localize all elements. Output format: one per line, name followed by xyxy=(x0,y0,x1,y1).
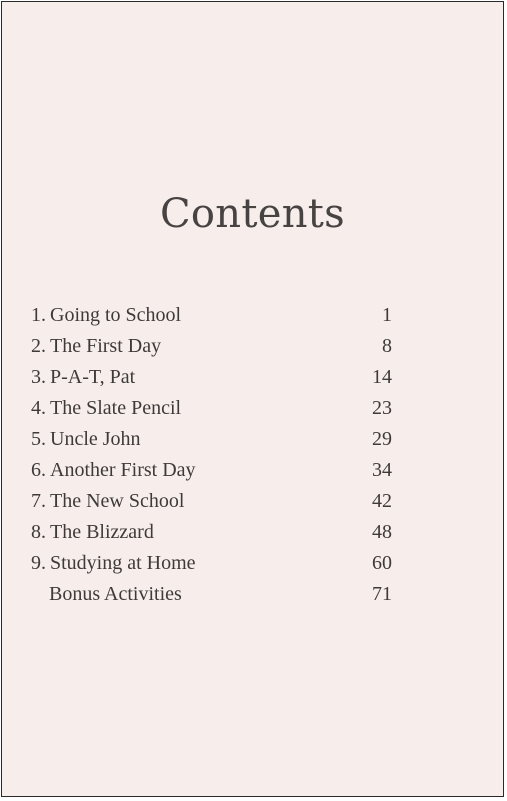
chapter-title: The Slate Pencil xyxy=(50,397,182,419)
toc-entry-2 xyxy=(31,331,392,362)
chapter-number: 6. xyxy=(31,459,46,481)
toc-entry-left xyxy=(31,486,184,517)
page-number: 14 xyxy=(372,366,392,388)
toc-entry-left xyxy=(31,362,135,393)
chapter-number: 4. xyxy=(31,397,46,419)
toc-entry-3 xyxy=(31,362,392,393)
chapter-number: 2. xyxy=(31,335,46,357)
toc-entry-4 xyxy=(31,393,392,424)
toc-entry-left xyxy=(31,424,141,455)
toc-entry-6 xyxy=(31,455,392,486)
page-number: 60 xyxy=(372,552,392,574)
toc-entry-7 xyxy=(31,486,392,517)
page-number: 8 xyxy=(382,335,392,357)
page-number: 34 xyxy=(372,459,392,481)
chapter-title: The First Day xyxy=(50,335,162,357)
toc-entry-left xyxy=(31,579,182,610)
chapter-title: Uncle John xyxy=(50,428,141,450)
page-number: 23 xyxy=(372,397,392,419)
chapter-number: 7. xyxy=(31,490,46,512)
chapter-number: 5. xyxy=(31,428,46,450)
toc-entry-9 xyxy=(31,548,392,579)
chapter-number: 3. xyxy=(31,366,46,388)
toc-entry-left xyxy=(31,548,196,579)
chapter-number: 8. xyxy=(31,521,46,543)
chapter-title: Studying at Home xyxy=(50,552,196,574)
toc-entry-left xyxy=(31,331,161,362)
toc-entry-1 xyxy=(31,300,392,331)
chapter-title: The Blizzard xyxy=(50,521,154,543)
toc-entry-bonus xyxy=(31,579,392,610)
chapter-title: Bonus Activities xyxy=(49,583,182,605)
contents-heading: Contents xyxy=(160,191,345,237)
chapter-number: 9. xyxy=(31,552,46,574)
page-number: 1 xyxy=(382,304,392,326)
toc-entry-left xyxy=(31,300,181,331)
chapter-title: Another First Day xyxy=(50,459,196,481)
page-number: 48 xyxy=(372,521,392,543)
toc-entry-left xyxy=(31,517,154,548)
page-number: 71 xyxy=(372,583,392,605)
page-number: 42 xyxy=(372,490,392,512)
chapter-title: P-A-T, Pat xyxy=(50,366,136,388)
chapter-title: Going to School xyxy=(50,304,182,326)
chapter-number: 1. xyxy=(31,304,46,326)
toc-entry-left xyxy=(31,455,196,486)
chapter-title: The New School xyxy=(50,490,185,512)
table-of-contents xyxy=(31,300,392,610)
toc-entry-8 xyxy=(31,517,392,548)
toc-entry-5 xyxy=(31,424,392,455)
book-page xyxy=(1,1,504,797)
page-number: 29 xyxy=(372,428,392,450)
toc-entry-left xyxy=(31,393,181,424)
